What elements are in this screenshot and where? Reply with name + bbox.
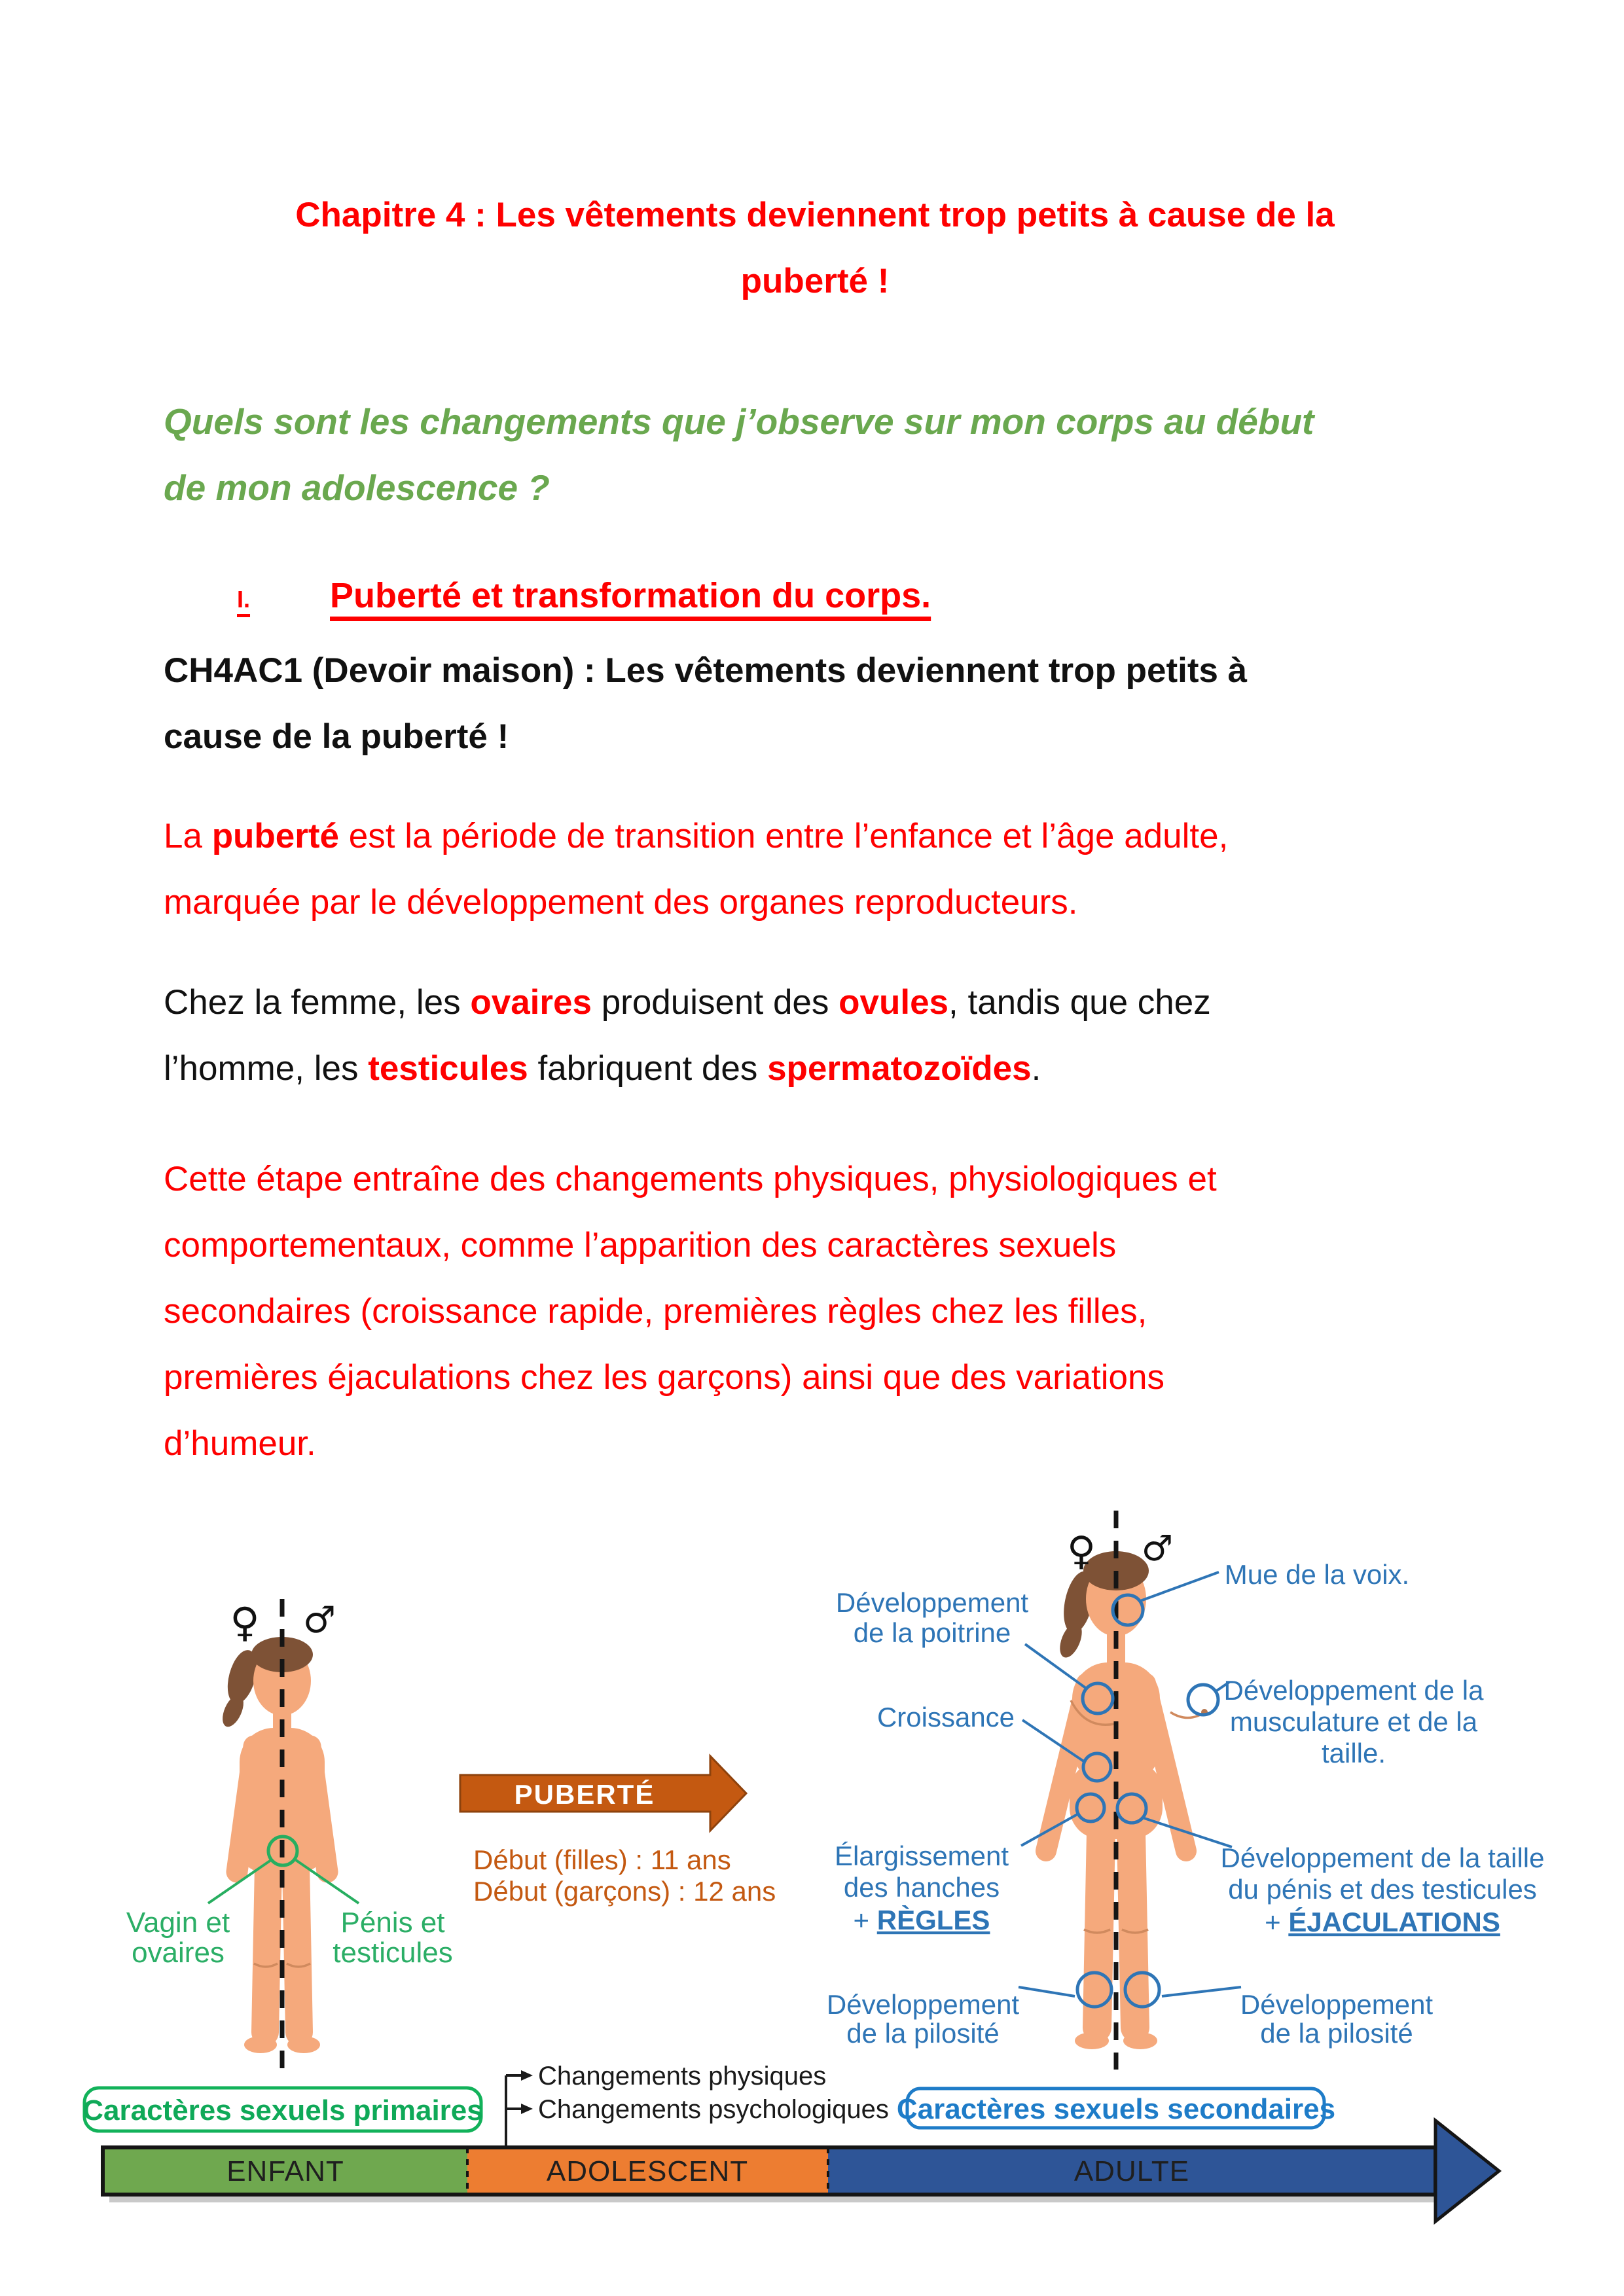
child-left-leg	[265, 1865, 268, 2032]
label-physical-changes: Changements physiques	[538, 2062, 827, 2090]
label-chest: Développement	[835, 1587, 1029, 1618]
plus-sign: +	[1265, 1907, 1289, 1937]
label-hips: des hanches	[843, 1872, 1000, 1903]
chapter-title	[164, 182, 1466, 314]
gametes-run: Chez la femme, les	[164, 983, 471, 1022]
guiding-question-line1: Quels sont les changements que j’observe sur mon corps au début	[164, 401, 1314, 442]
keyword-ovules: ovules	[839, 983, 949, 1022]
female-symbol-icon: ♀	[230, 1598, 260, 1646]
connector-hair-left	[1019, 1987, 1075, 1996]
homework-line2: cause de la puberté !	[164, 717, 509, 756]
guiding-question-line2: de mon adolescence ?	[164, 467, 550, 508]
homework-line1: CH4AC1 (Devoir maison) : Les vêtements deviennent trop petits à	[164, 651, 1248, 690]
gametes-line2	[164, 1035, 1466, 1102]
puberty-start-girls: Début (filles) : 11 ans	[473, 1844, 731, 1875]
keyword-regles: RÈGLES	[876, 1905, 990, 1935]
gametes-run: produisent des	[591, 983, 839, 1022]
child-left-foot	[244, 2036, 277, 2053]
label-vagin-ovaires: ovaires	[132, 1937, 225, 1969]
gametes-paragraph	[164, 969, 1466, 1102]
homework-paragraph	[164, 637, 1466, 770]
definition-run: La	[164, 817, 212, 855]
puberty-definition-paragraph	[164, 803, 1466, 935]
label-psychological-changes: Changements psychologiques	[538, 2095, 889, 2124]
document-body	[164, 182, 1466, 1477]
adult-right-leg	[1131, 1833, 1135, 2028]
connector-hair-right	[1162, 1987, 1241, 1996]
label-hair-left: de la pilosité	[846, 2018, 1000, 2049]
label-muscle: taille.	[1321, 1738, 1386, 1768]
puberty-arrow	[460, 1756, 776, 1907]
puberty-diagram	[0, 1492, 1624, 2296]
male-symbol-icon: ♂	[1141, 1528, 1174, 1569]
timeline-label-enfant: ENFANT	[226, 2155, 344, 2187]
female-symbol-icon: ♀	[1067, 1528, 1096, 1574]
gametes-run: .	[1031, 1049, 1041, 1088]
label-penis-testicules: Pénis et	[340, 1907, 445, 1939]
chapter-title-line1: Chapitre 4 : Les vêtements deviennent trop petits à cause de la	[295, 196, 1335, 234]
label-hair-right: de la pilosité	[1260, 2018, 1413, 2049]
connector-voice	[1140, 1572, 1219, 1601]
label-growth: Croissance	[876, 1702, 1015, 1732]
definition-line2: marquée par le développement des organes reproducteurs.	[164, 883, 1078, 922]
keyword-testicules: testicules	[368, 1049, 528, 1088]
changes-paragraph	[164, 1146, 1466, 1477]
child-figure	[126, 1598, 453, 2068]
definition-run: est la période de transition entre l’enfance et l’âge adulte,	[339, 817, 1229, 855]
label-penis: du pénis et des testicules	[1228, 1874, 1537, 1905]
label-hair-right: Développement	[1240, 1989, 1434, 2020]
adult-figure	[827, 1511, 1545, 2070]
male-symbol-icon: ♂	[302, 1599, 336, 1641]
timeline-label-adulte: ADULTE	[1074, 2155, 1190, 2187]
arrow-right-icon	[521, 2070, 533, 2081]
section-heading-text: Puberté et transformation du corps.	[330, 576, 931, 615]
definition-line1	[164, 803, 1466, 869]
arrow-right-icon	[521, 2104, 533, 2114]
chapter-title-line2: puberté !	[740, 262, 890, 300]
gametes-line1	[164, 969, 1466, 1035]
adult-right-foot	[1123, 2032, 1157, 2049]
changes-bracket	[506, 2062, 889, 2147]
label-hips: Élargissement	[834, 1840, 1009, 1871]
keyword-puberte: puberté	[211, 817, 340, 855]
timeline-bar	[103, 2121, 1499, 2221]
changes-line3: secondaires (croissance rapide, premières règles chez les filles,	[164, 1292, 1147, 1331]
label-muscle: musculature et de la	[1229, 1706, 1478, 1737]
keyword-ovaires: ovaires	[470, 983, 592, 1022]
label-hair-left: Développement	[826, 1989, 1020, 2020]
connector-chest	[1025, 1644, 1087, 1689]
child-right-leg	[296, 1865, 299, 2032]
puberty-arrow-label: PUBERTÉ	[514, 1779, 655, 1810]
changes-line5: d’humeur.	[164, 1424, 316, 1463]
secondary-characteristics-label: Caractères sexuels secondaires	[896, 2093, 1336, 2125]
label-hips-regles	[854, 1905, 990, 1935]
adult-left-foot	[1075, 2032, 1109, 2049]
adult-left-leg	[1097, 1833, 1101, 2028]
child-right-foot	[287, 2036, 320, 2053]
section-heading	[164, 563, 1466, 632]
label-penis-ejaculations	[1265, 1907, 1500, 1937]
changes-line2: comportementaux, comme l’apparition des caractères sexuels	[164, 1226, 1117, 1265]
label-vagin-ovaires: Vagin et	[126, 1907, 230, 1939]
keyword-ejaculations: ÉJACULATIONS	[1288, 1907, 1500, 1937]
label-chest: de la poitrine	[853, 1617, 1011, 1648]
label-voice: Mue de la voix.	[1224, 1559, 1410, 1590]
label-penis: Développement de la taille	[1220, 1842, 1545, 1873]
label-muscle: Développement de la	[1223, 1675, 1484, 1706]
gametes-run: l’homme, les	[164, 1049, 369, 1088]
puberty-start-boys: Début (garçons) : 12 ans	[473, 1876, 776, 1907]
gametes-run: , tandis que chez	[948, 983, 1211, 1022]
plus-sign: +	[853, 1905, 877, 1935]
keyword-spermatozoides: spermatozoïdes	[767, 1049, 1032, 1088]
timeline-label-adolescent: ADOLESCENT	[546, 2155, 749, 2187]
primary-characteristics-label: Caractères sexuels primaires	[82, 2094, 483, 2126]
gametes-run: fabriquent des	[528, 1049, 768, 1088]
guiding-question	[164, 389, 1466, 521]
timeline-arrowhead-icon	[1435, 2121, 1499, 2221]
section-numeral: I.	[237, 586, 251, 613]
changes-line4: premières éjaculations chez les garçons) ainsi que des variations	[164, 1358, 1164, 1397]
label-penis-testicules: testicules	[333, 1937, 453, 1969]
changes-line1: Cette étape entraîne des changements physiques, physiologiques et	[164, 1160, 1217, 1198]
